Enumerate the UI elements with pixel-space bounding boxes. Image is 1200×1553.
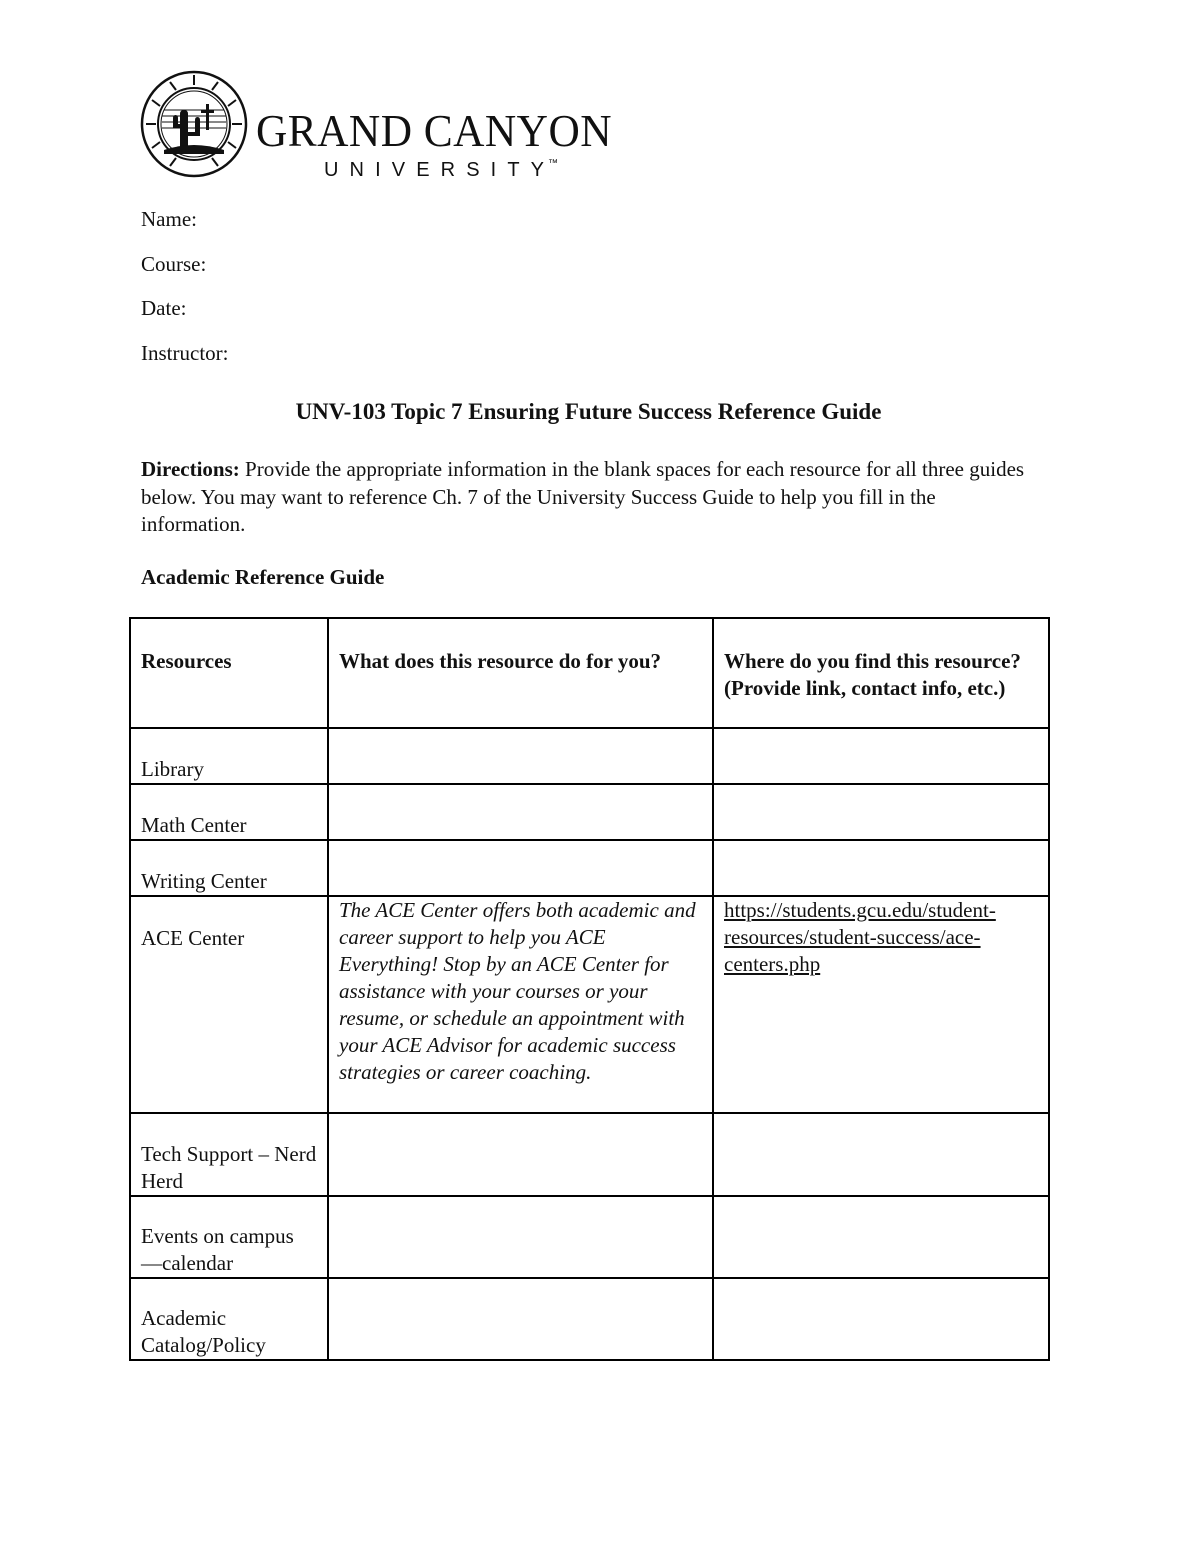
course-label: Course: (141, 252, 207, 276)
ace-centers-link[interactable]: https://students.gcu.edu/student-resources/student-success/ace-centers.php (724, 898, 996, 976)
resource-cell: Events on campus —calendar (130, 1196, 328, 1278)
where-cell[interactable] (713, 840, 1049, 896)
wordmark-line2: UNIVERSITY (324, 159, 544, 178)
table-row (130, 784, 1049, 840)
table-row (130, 728, 1049, 784)
directions-text: Provide the appropriate information in the blank spaces for each resource for all three guides below. You may want to reference Ch. 7 of the University Success Guide to help you fill in the information. (141, 457, 1025, 536)
directions-paragraph (141, 456, 1041, 539)
where-cell[interactable] (713, 784, 1049, 840)
date-label: Date: (141, 296, 187, 320)
resource-cell: Writing Center (130, 840, 328, 896)
resource-cell: ACE Center (130, 896, 328, 1113)
where-cell[interactable] (713, 728, 1049, 784)
table-row (130, 1278, 1049, 1360)
table-row (130, 1113, 1049, 1196)
resource-cell: Tech Support – Nerd Herd (130, 1113, 328, 1196)
what-cell[interactable] (328, 1196, 713, 1278)
reference-guide-table (129, 617, 1050, 1361)
wordmark-line1: GRAND CANYON (256, 105, 612, 156)
what-cell[interactable] (328, 1113, 713, 1196)
what-cell[interactable]: The ACE Center offers both academic and career support to help you ACE Everything! Stop by an ACE Center for assistance with your courses or your resume, or schedule an appointment with your ACE Advisor for academic success strategies or career coaching. (328, 896, 713, 1113)
what-cell[interactable] (328, 840, 713, 896)
table-row (130, 1196, 1049, 1278)
where-cell[interactable] (713, 1196, 1049, 1278)
section-heading: Academic Reference Guide (141, 565, 385, 589)
resource-cell: Library (130, 728, 328, 784)
header-where: Where do you find this resource? (Provide link, contact info, etc.) (713, 618, 1049, 728)
trademark-mark: ™ (548, 158, 558, 169)
header-resources: Resources (130, 618, 328, 728)
what-cell[interactable] (328, 784, 713, 840)
university-logo (140, 70, 620, 182)
instructor-label: Instructor: (141, 341, 229, 365)
resource-cell: Math Center (130, 784, 328, 840)
resource-cell: Academic Catalog/Policy (130, 1278, 328, 1360)
table-header-row (130, 618, 1049, 728)
name-label: Name: (141, 207, 197, 231)
directions-label: Directions: (141, 457, 240, 481)
what-cell[interactable] (328, 1278, 713, 1360)
table-row (130, 840, 1049, 896)
gcu-wordmark (256, 102, 620, 178)
document-title: UNV-103 Topic 7 Ensuring Future Success Reference Guide (295, 399, 882, 424)
where-cell (713, 896, 1049, 1113)
what-cell[interactable] (328, 728, 713, 784)
table-row (130, 896, 1049, 1113)
gcu-seal-icon (140, 70, 248, 178)
header-what: What does this resource do for you? (328, 618, 713, 728)
where-cell[interactable] (713, 1278, 1049, 1360)
where-cell[interactable] (713, 1113, 1049, 1196)
